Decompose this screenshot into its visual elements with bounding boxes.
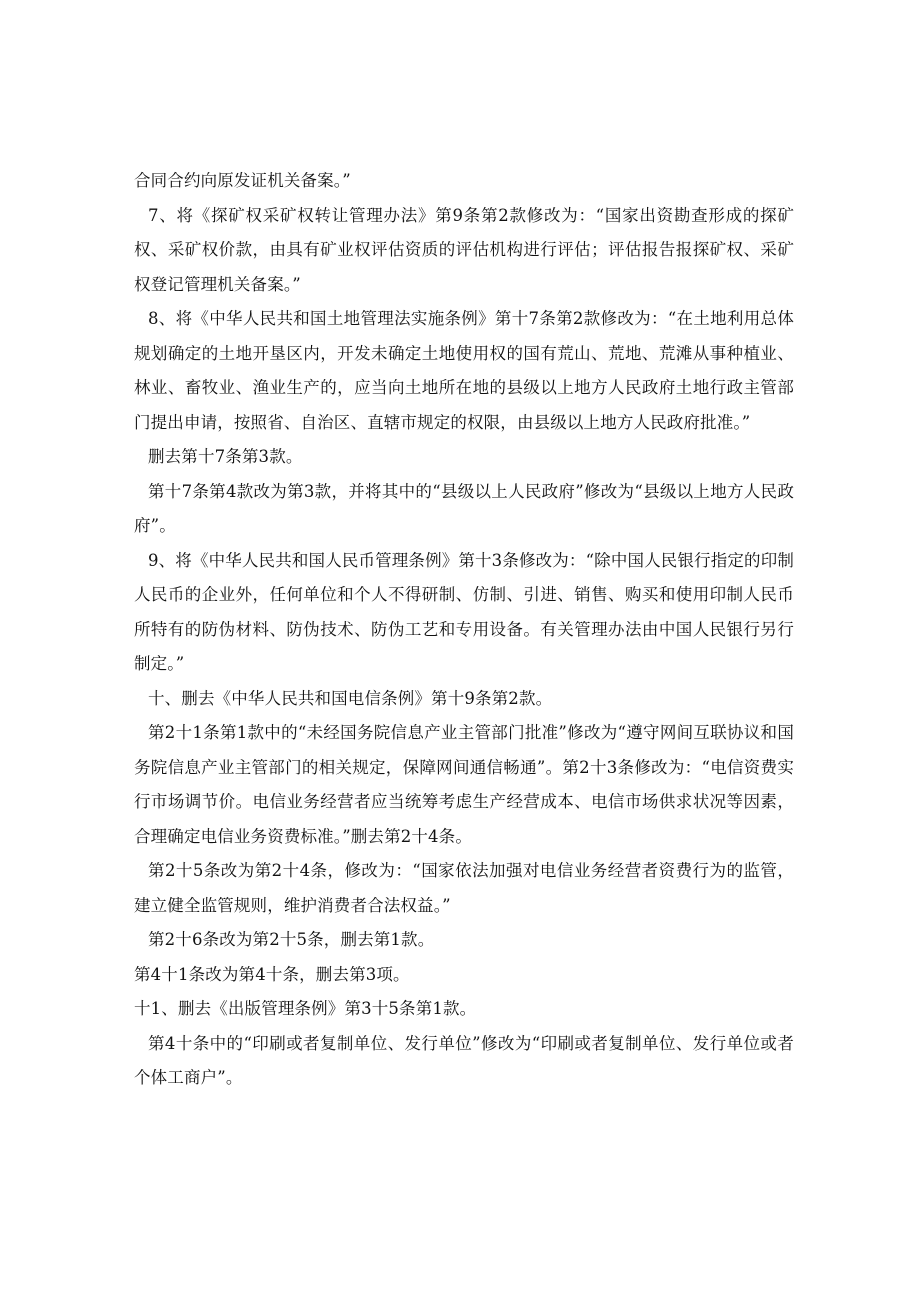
- paragraph: 7、将《探矿权采矿权转让管理办法》第9条第2款修改为：“国家出资勘查形成的探矿权、采矿权价款，由具有矿业权评估资质的评估机构进行评估；评估报告报探矿权、采矿权登记管理机关备案。”: [134, 205, 794, 294]
- paragraph: 第2十5条改为第2十4条，修改为：“国家依法加强对电信业务经营者资费行为的监管，建立健全监管规则，维护消费者合法权益。”: [134, 861, 794, 915]
- paragraph: 合同合约向原发证机关备案。”: [134, 171, 351, 190]
- paragraph: 第4十条中的“印刷或者复制单位、发行单位”修改为“印刷或者复制单位、发行单位或者个体工商户”。: [134, 1033, 794, 1087]
- paragraph: 第2十1条第1款中的“未经国务院信息产业主管部门批准”修改为“遵守网间互联协议和国务院信息产业主管部门的相关规定，保障网间通信畅通”。第2十3条修改为：“电信资费实行市场调节价。电信业务经营者应当统筹考虑生产经营成本、电信市场供求状况等因素，合理确定电信业务资费标准。”删去第2十4条。: [134, 723, 794, 846]
- document-body: [134, 164, 794, 1096]
- paragraph: 第十7条第4款改为第3款，并将其中的“县级以上人民政府”修改为“县级以上地方人民政府”。: [134, 481, 794, 535]
- paragraph: 9、将《中华人民共和国人民币管理条例》第十3条修改为：“除中国人民银行指定的印制人民币的企业外，任何单位和个人不得研制、仿制、引进、销售、购买和使用印制人民币所特有的防伪材料、防伪技术、防伪工艺和专用设备。有关管理办法由中国人民银行另行制定。”: [134, 550, 794, 673]
- paragraph: 删去第十7条第3款。: [148, 447, 303, 466]
- paragraph: 十1、删去《出版管理条例》第3十5条第1款。: [134, 999, 477, 1018]
- paragraph: 十、删去《中华人民共和国电信条例》第十9条第2款。: [148, 688, 553, 708]
- paragraph: 8、将《中华人民共和国土地管理法实施条例》第十7条第2款修改为：“在土地利用总体规划确定的土地开垦区内，开发未确定土地使用权的国有荒山、荒地、荒滩从事种植业、林业、畜牧业、渔业生产的，应当向土地所在地的县级以上地方人民政府土地行政主管部门提出申请，按照省、自治区、直辖市规定的权限，由县级以上地方人民政府批准。”: [134, 309, 794, 432]
- paragraph: 第2十6条改为第2十5条，删去第1款。: [148, 930, 435, 949]
- paragraph: 第4十1条改为第4十条，删去第3项。: [134, 964, 410, 984]
